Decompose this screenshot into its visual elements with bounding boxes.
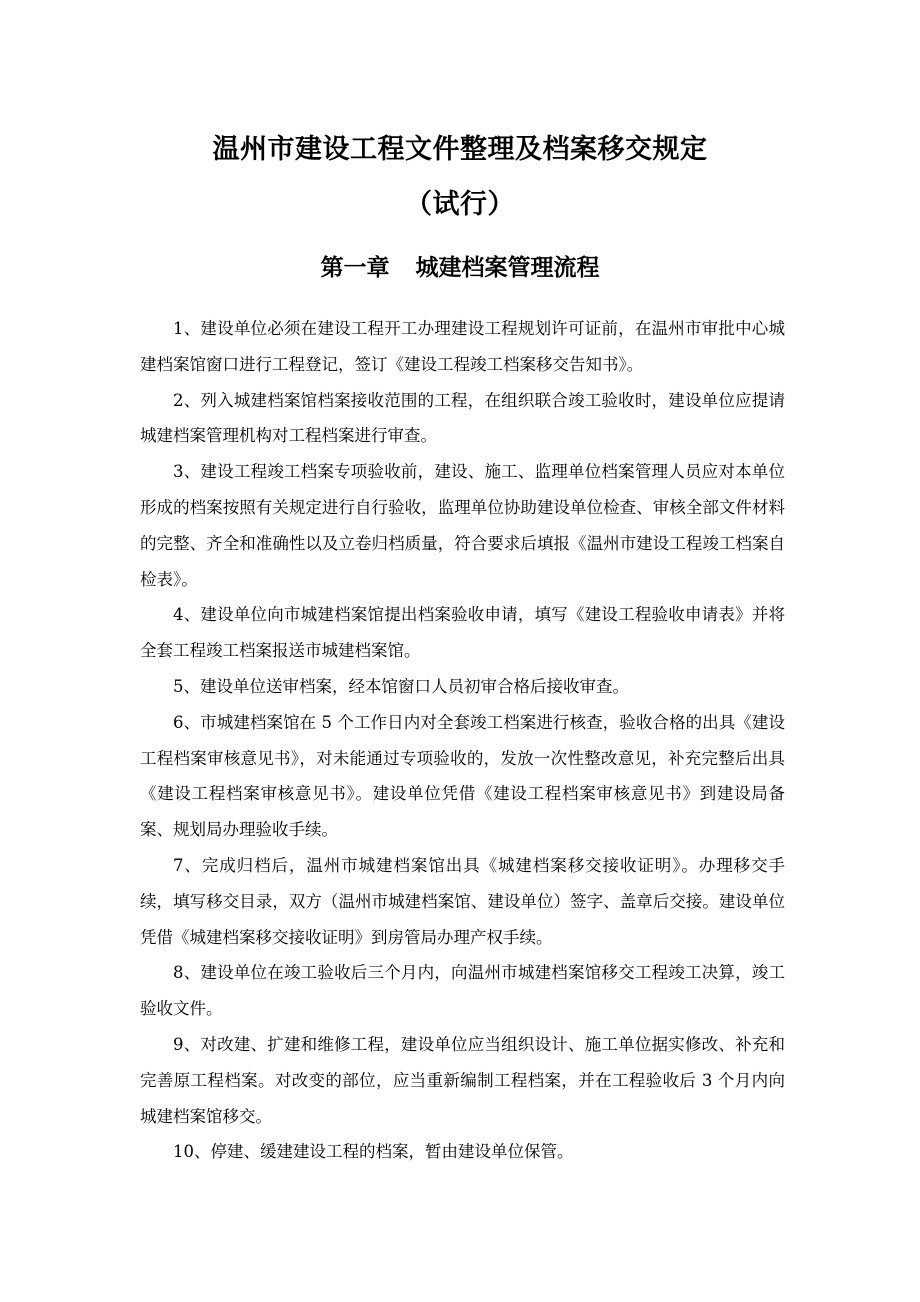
paragraph-5: 5、建设单位送审档案，经本馆窗口人员初审合格后接收审查。 — [173, 676, 629, 696]
paragraph-3: 3、建设工程竣工档案专项验收前，建设、施工、监理单位档案管理人员应对本单位形成的档案按照有关规定进行自行验收，监理单位协助建设单位检查、审核全部文件材料的完整、齐全和准确性以及立卷归档质量，符合要求后填报《温州市建设工程竣工档案自检表》。 — [140, 462, 785, 589]
paragraph-8: 8、建设单位在竣工验收后三个月内，向温州市城建档案馆移交工程竣工决算，竣工验收文件。 — [140, 963, 785, 1019]
paragraph-10: 10、停建、缓建建设工程的档案，暂由建设单位保管。 — [173, 1142, 574, 1162]
chapter-number: 第一章 — [320, 254, 390, 281]
paragraph-2: 2、列入城建档案馆档案接收范围的工程，在组织联合竣工验收时，建设单位应提请城建档案管理机构对工程档案进行审查。 — [140, 390, 785, 446]
paragraph-4: 4、建设单位向市城建档案馆提出档案验收申请，填写《建设工程验收申请表》并将全套工程竣工档案报送市城建档案馆。 — [140, 605, 785, 661]
chapter-name: 城建档案管理流程 — [415, 254, 600, 281]
paragraph-1: 1、建设单位必须在建设工程开工办理建设工程规划许可证前，在温州市审批中心城建档案馆窗口进行工程登记，签订《建设工程竣工档案移交告知书》。 — [140, 319, 785, 374]
paragraph-9: 9、对改建、扩建和维修工程，建设单位应当组织设计、施工单位据实修改、补充和完善原工程档案。对改变的部位，应当重新编制工程档案，并在工程验收后 3 个月内向城建档案馆移交。 — [140, 1034, 785, 1126]
paragraph-6: 6、市城建档案馆在 5 个工作日内对全套竣工档案进行核查，验收合格的出具《建设工程档案审核意见书》，对未能通过专项验收的，发放一次性整改意见，补充完整后出具《建设工程档案审核意见书》。建设单位凭借《建设工程档案审核意见书》到建设局备案、规划局办理验收手续。 — [140, 712, 785, 840]
chapter-heading — [0, 249, 920, 282]
document-title: 温州市建设工程文件整理及档案移交规定 — [212, 134, 708, 165]
document-body — [140, 311, 785, 1170]
paragraph-7: 7、完成归档后，温州市城建档案馆出具《城建档案移交接收证明》。办理移交手续，填写移交目录，双方（温州市城建档案馆、建设单位）签字、盖章后交接。建设单位凭借《城建档案移交接收证明》到房管局办理产权手续。 — [140, 855, 785, 947]
document-subtitle: （试行） — [405, 189, 515, 220]
